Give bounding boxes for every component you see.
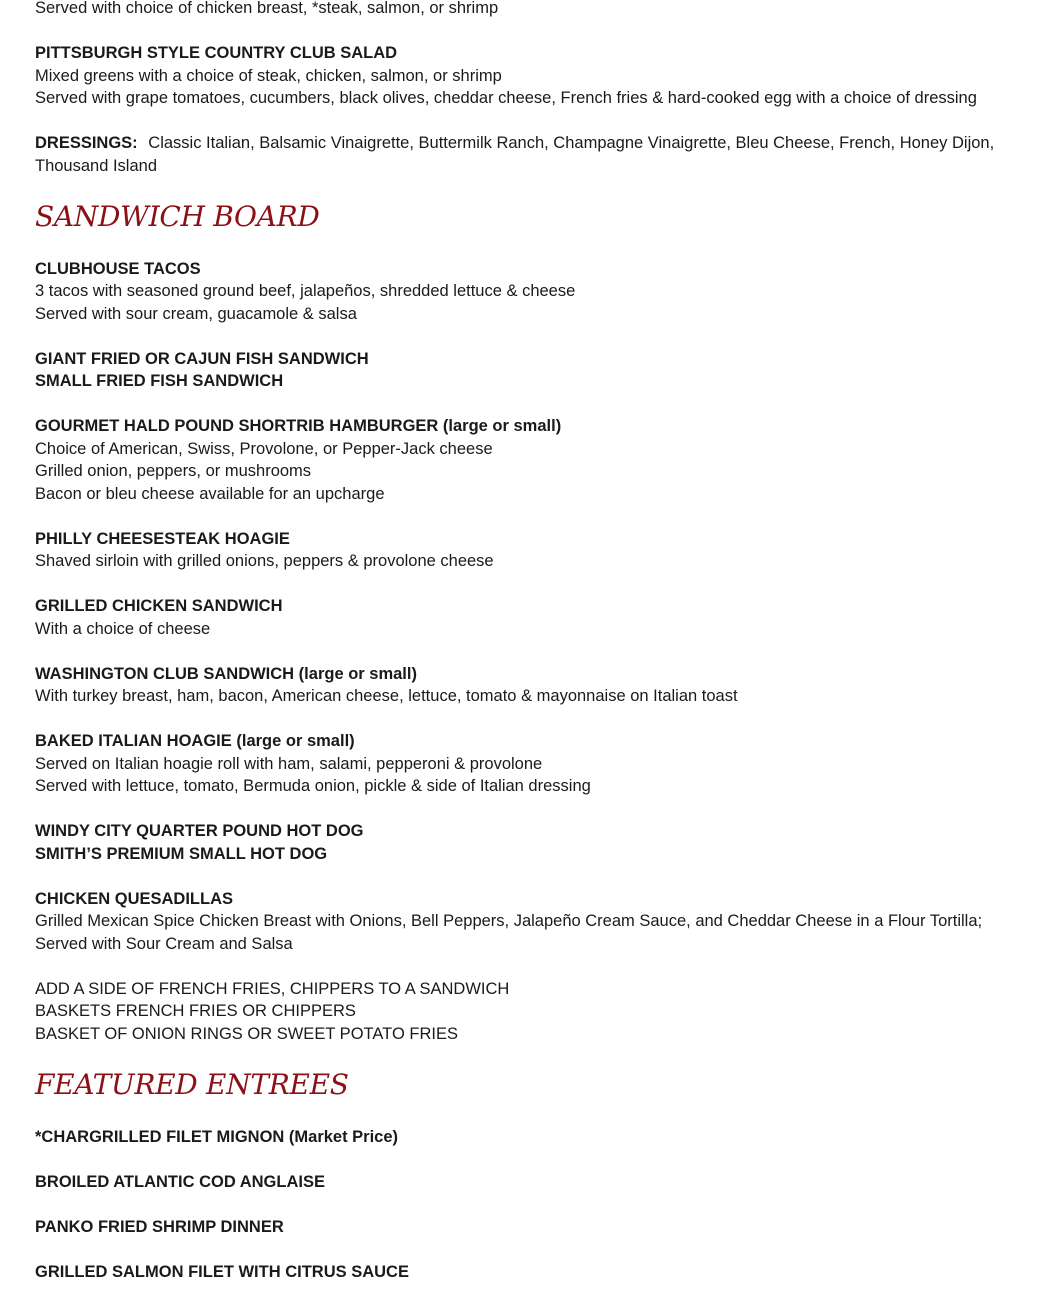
item-desc: Grilled Mexican Spice Chicken Breast with Onions, Bell Peppers, Jalapeño Cream Sauce, and Cheddar Cheese in a Flour Tortilla; Served with Sour Cream and Salsa bbox=[35, 912, 983, 953]
item-desc: Grilled onion, peppers, or mushrooms bbox=[35, 462, 312, 480]
menu-item-club bbox=[35, 663, 1025, 708]
salad-item bbox=[35, 42, 1025, 110]
entree-item bbox=[35, 1261, 1025, 1284]
side-line: ADD A SIDE OF FRENCH FRIES, CHIPPERS TO A SANDWICH bbox=[35, 979, 510, 998]
item-title: GRILLED CHICKEN SANDWICH bbox=[35, 597, 283, 615]
entree-title: BROILED ATLANTIC COD ANGLAISE bbox=[35, 1172, 325, 1191]
menu-content bbox=[35, 0, 1025, 1306]
item-title: GOURMET HALD POUND SHORTRIB HAMBURGER (large or small) bbox=[35, 417, 562, 435]
salad-desc-1: Mixed greens with a choice of steak, chicken, salmon, or shrimp bbox=[35, 66, 502, 85]
menu-item-hamburger bbox=[35, 415, 1025, 505]
dressings-item bbox=[35, 132, 1025, 177]
side-line: BASKETS FRENCH FRIES OR CHIPPERS bbox=[35, 1002, 356, 1020]
salad-desc-2: Served with grape tomatoes, cucumbers, black olives, cheddar cheese, French fries & hard-cooked egg with a choice of dressing bbox=[35, 89, 977, 107]
entree-title: PANKO FRIED SHRIMP DINNER bbox=[35, 1217, 284, 1236]
menu-item-hotdog bbox=[35, 820, 1025, 865]
item-desc: Served with sour cream, guacamole & salsa bbox=[35, 304, 357, 323]
item-desc: Served with lettuce, tomato, Bermuda onion, pickle & side of Italian dressing bbox=[35, 777, 591, 795]
intro-item bbox=[35, 0, 1025, 20]
menu-item-chicken-sandwich bbox=[35, 595, 1025, 640]
item-title: GIANT FRIED OR CAJUN FISH SANDWICH bbox=[35, 349, 369, 368]
item-desc: 3 tacos with seasoned ground beef, jalapeños, shredded lettuce & cheese bbox=[35, 282, 576, 300]
item-title: WINDY CITY QUARTER POUND HOT DOG bbox=[35, 822, 364, 840]
section-heading-featured-entrees: FEATURED ENTREES bbox=[35, 1067, 349, 1101]
entree-item bbox=[35, 1171, 1025, 1194]
item-desc: Choice of American, Swiss, Provolone, or Pepper-Jack cheese bbox=[35, 439, 493, 458]
menu-item-fish bbox=[35, 348, 1025, 393]
item-desc: With turkey breast, ham, bacon, American cheese, lettuce, tomato & mayonnaise on Italian toast bbox=[35, 687, 738, 705]
item-title: SMALL FRIED FISH SANDWICH bbox=[35, 372, 284, 390]
salad-title: PITTSBURGH STYLE COUNTRY CLUB SALAD bbox=[35, 44, 398, 62]
item-title: BAKED ITALIAN HOAGIE (large or small) bbox=[35, 732, 355, 750]
menu-item-tacos bbox=[35, 258, 1025, 326]
item-desc: Shaved sirloin with grilled onions, peppers & provolone cheese bbox=[35, 552, 494, 570]
item-desc: Bacon or bleu cheese available for an upcharge bbox=[35, 484, 385, 503]
entree-title: *CHARGRILLED FILET MIGNON (Market Price) bbox=[35, 1127, 399, 1146]
item-desc: With a choice of cheese bbox=[35, 619, 211, 638]
item-title: PHILLY CHEESESTEAK HOAGIE bbox=[35, 529, 290, 548]
dressings-label: DRESSINGS: bbox=[35, 134, 138, 152]
item-desc: Served on Italian hoagie roll with ham, salami, pepperoni & provolone bbox=[35, 754, 543, 773]
item-title: CHICKEN QUESADILLAS bbox=[35, 889, 234, 908]
item-title: CLUBHOUSE TACOS bbox=[35, 259, 201, 278]
entree-item bbox=[35, 1126, 1025, 1149]
entree-item bbox=[35, 1216, 1025, 1239]
sides-item bbox=[35, 978, 1025, 1046]
item-title: SMITH’S PREMIUM SMALL HOT DOG bbox=[35, 844, 328, 863]
side-line: BASKET OF ONION RINGS OR SWEET POTATO FRIES bbox=[35, 1024, 458, 1043]
menu-item-hoagie bbox=[35, 730, 1025, 798]
menu-item-quesadillas bbox=[35, 888, 1025, 956]
intro-line: Served with choice of chicken breast, *steak, salmon, or shrimp bbox=[35, 0, 499, 17]
menu-item-philly bbox=[35, 528, 1025, 573]
section-heading-sandwich-board: SANDWICH BOARD bbox=[35, 199, 320, 233]
entree-title: GRILLED SALMON FILET WITH CITRUS SAUCE bbox=[35, 1262, 409, 1281]
item-title: WASHINGTON CLUB SANDWICH (large or small) bbox=[35, 664, 417, 683]
dressings-text: Classic Italian, Balsamic Vinaigrette, Buttermilk Ranch, Champagne Vinaigrette, Bleu Cheese, French, Honey Dijon, Thousand Island bbox=[35, 134, 995, 175]
